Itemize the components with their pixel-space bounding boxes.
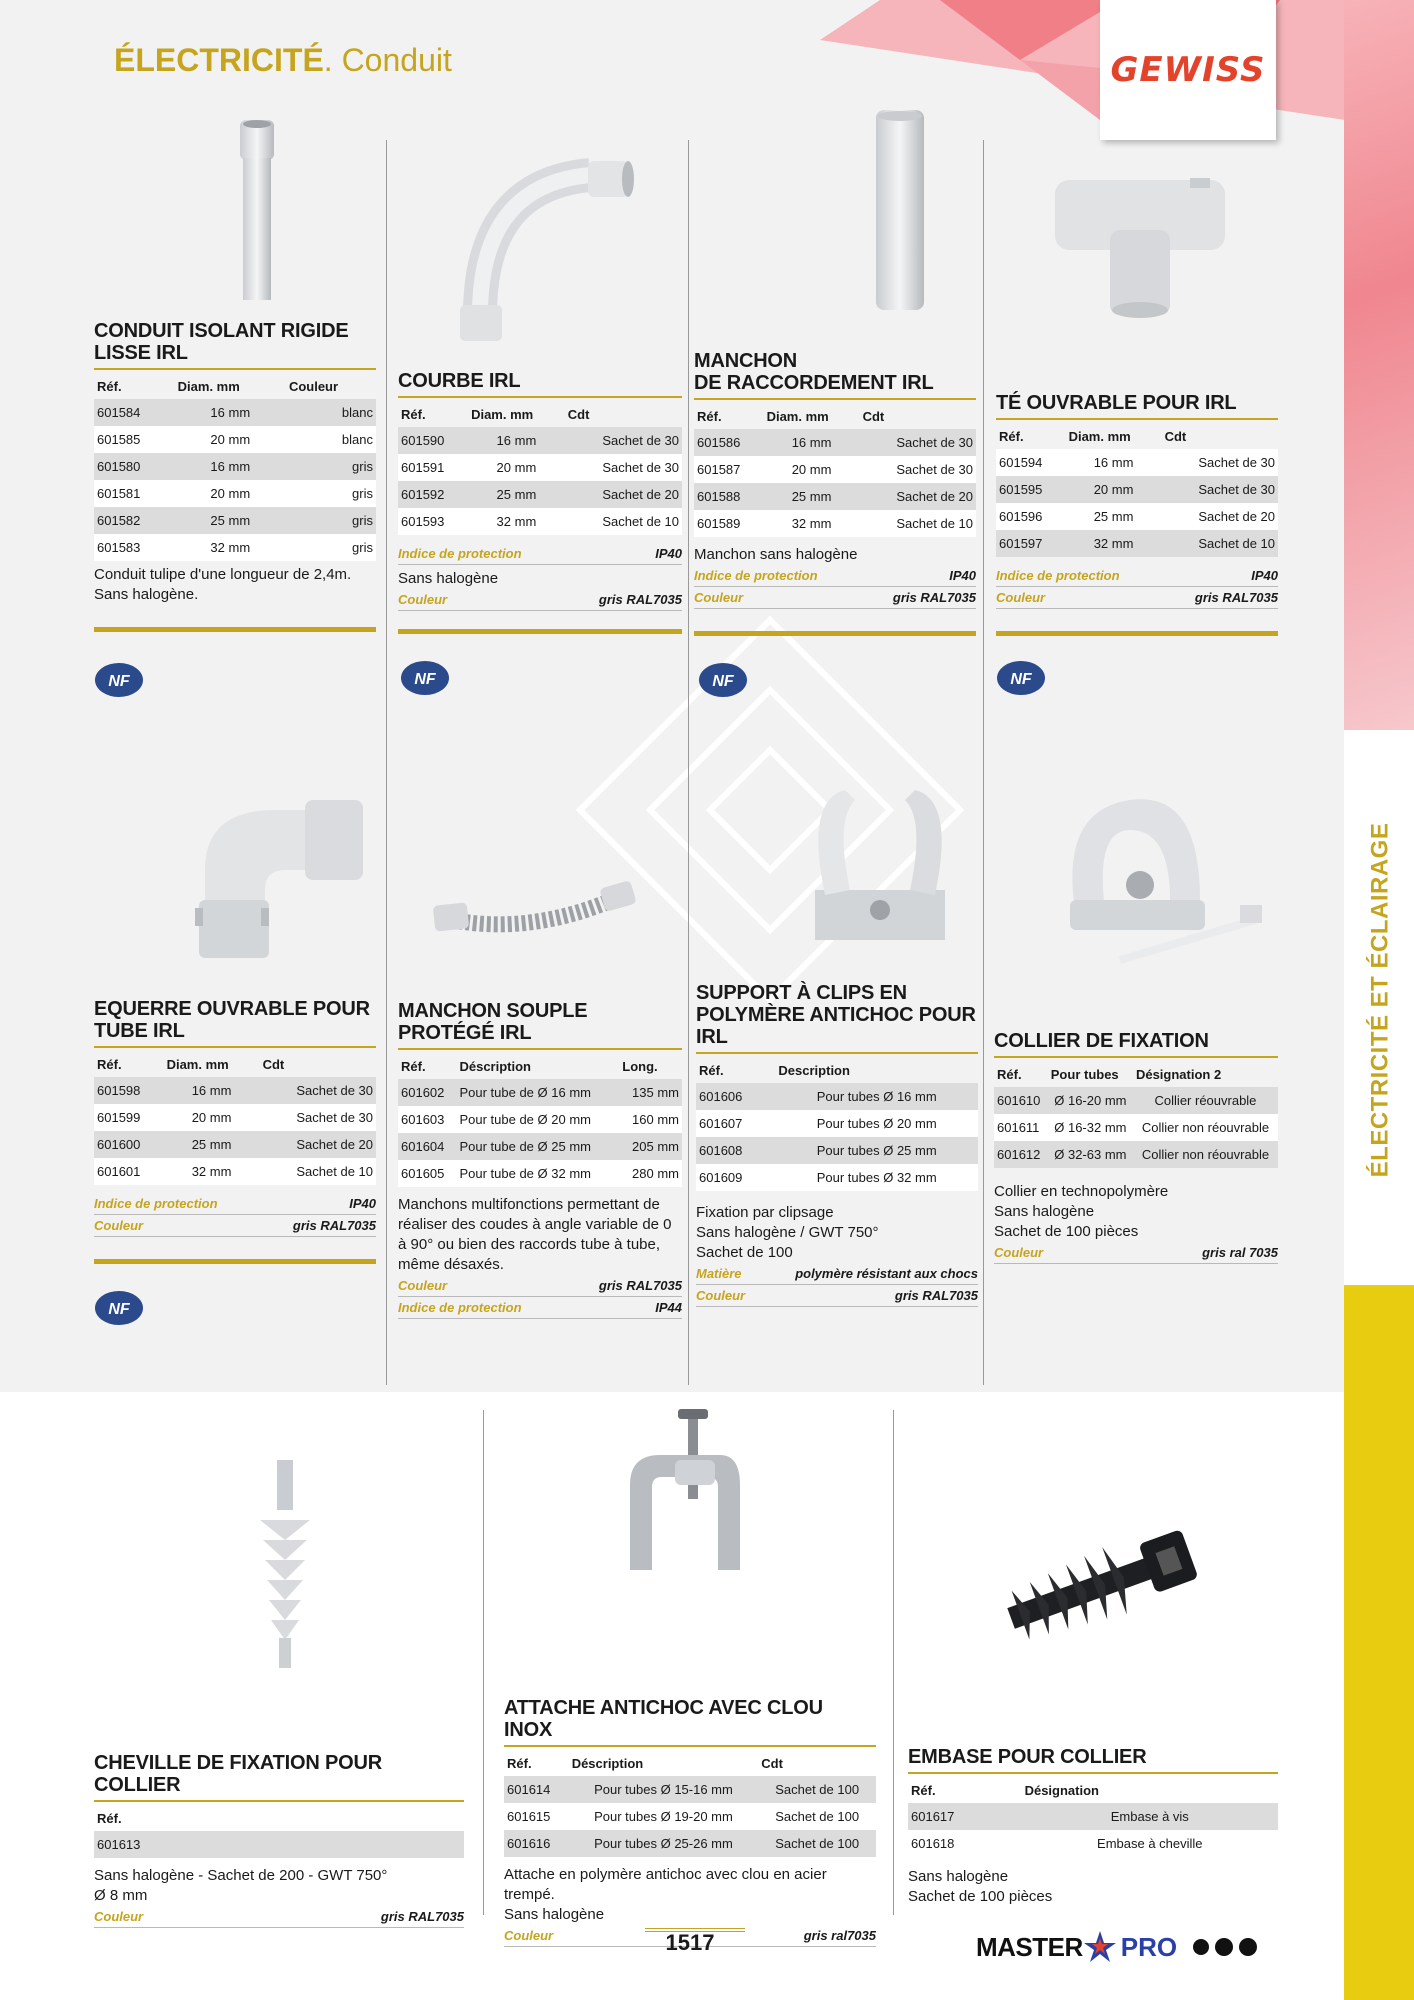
col-header: Diam. mm [177,379,240,394]
product-conduit-isolant [94,320,376,632]
equerre-ouvrable-image [195,790,365,960]
col-header: Réf. [401,1059,426,1074]
table-row: 601585 20 mm blanc [94,426,376,453]
table-row: 601598 16 mm Sachet de 30 [94,1077,376,1104]
conduit-tube-image [232,120,282,300]
svg-text:NF: NF [414,671,436,688]
table-row: 601607 Pour tubes Ø 20 mm [696,1110,978,1137]
product-title: EQUERRE OUVRABLE POUR TUBE IRL [94,998,376,1048]
product-table [696,1058,978,1191]
svg-text:NF: NF [712,673,734,690]
table-row: 601616 Pour tubes Ø 25-26 mm Sachet de 100 [504,1830,876,1857]
table-row: 601601 32 mm Sachet de 10 [94,1158,376,1185]
table-row: 601596 25 mm Sachet de 20 [996,503,1278,530]
product-title: CONDUIT ISOLANT RIGIDE LISSE IRL [94,320,376,370]
column-divider [483,1410,484,1915]
product-table [908,1778,1278,1857]
product-support-clips [696,982,978,1307]
te-ouvrable-image [1050,170,1230,320]
spec-row: Couleur gris ral 7035 [994,1242,1278,1264]
nf-certification-icon [698,662,748,698]
page-title-main: ÉLECTRICITÉ [114,42,324,78]
table-row: 601608 Pour tubes Ø 25 mm [696,1137,978,1164]
table-row: 601615 Pour tubes Ø 19-20 mm Sachet de 100 [504,1803,876,1830]
product-table [398,1054,682,1187]
side-title-text: ÉLECTRICITÉ ET ÉCLAIRAGE [1366,822,1393,1178]
product-title: CHEVILLE DE FIXATION POUR COLLIER [94,1752,464,1802]
product-description: Fixation par clipsage Sans halogène / GWT 750° Sachet de 100 [696,1204,879,1261]
product-table [504,1751,876,1857]
col-header: Réf. [401,407,426,422]
col-header: Diam. mm [1068,429,1131,444]
product-attache-antichoc [504,1697,876,1947]
table-row: 601602 Pour tube de Ø 16 mm 135 mm [398,1079,682,1106]
table-row: 601581 20 mm gris [94,480,376,507]
svg-text:NF: NF [108,1301,130,1318]
table-row: 601590 16 mm Sachet de 30 [398,427,682,454]
product-equerre-ouvrable [94,998,376,1264]
embase-collier-image [995,1530,1205,1640]
page-title [114,42,452,79]
spec-row: Couleur gris RAL7035 [398,1275,682,1297]
product-description: Sans halogène - Sachet de 200 - GWT 750° Ø 8 mm [94,1867,388,1904]
table-row: 601611 Ø 16-32 mm Collier non réouvrable [994,1114,1278,1141]
col-header: Couleur [288,379,339,394]
nf-certification-icon [94,1290,144,1326]
col-header: Réf. [697,409,722,424]
product-title: COLLIER DE FIXATION [994,1030,1278,1058]
table-row: 601588 25 mm Sachet de 20 [694,483,976,510]
svg-text:NF: NF [108,673,130,690]
manchon-souple-image [432,880,637,940]
manchon-raccordement-image [874,110,926,310]
table-row: 601595 20 mm Sachet de 30 [996,476,1278,503]
spec-row: Indice de protection IP40 [694,565,976,587]
product-table [94,1806,464,1858]
col-header: Long. [622,1059,658,1074]
spec-row: Indice de protection IP40 [996,565,1278,587]
table-row: 601594 16 mm Sachet de 30 [996,449,1278,476]
col-header: Réf. [699,1063,724,1078]
product-description: Manchon sans halogène [694,546,858,563]
col-header: Cdt [567,407,590,422]
product-title: TÉ OUVRABLE POUR IRL [996,392,1278,420]
table-row: 601584 16 mm blanc [94,399,376,426]
logo-pro-text: PRO [1120,1931,1178,1962]
section-divider [996,631,1278,636]
product-table [398,402,682,535]
col-header: Réf. [97,1057,122,1072]
col-header: Désignation [1024,1783,1099,1798]
spec-row: Indice de protection IP40 [94,1193,376,1215]
col-header: Réf. [911,1783,936,1798]
dots-decoration-icon [1191,1936,1261,1958]
table-row: 601600 25 mm Sachet de 20 [94,1131,376,1158]
table-row: 601606 Pour tubes Ø 16 mm [696,1083,978,1110]
col-header: Description [778,1063,850,1078]
product-table [94,374,376,561]
star-logo-icon [1083,1930,1117,1964]
table-row: 601617 Embase à vis [908,1803,1278,1830]
section-divider [398,629,682,634]
table-row: 601589 32 mm Sachet de 10 [694,510,976,537]
product-manchon-souple [398,1000,682,1319]
gewiss-logo [1100,0,1276,140]
collier-fixation-image [1060,790,1265,965]
product-manchon-raccordement [694,350,976,636]
product-cheville-fixation [94,1752,464,1928]
svg-text:NF: NF [1010,671,1032,688]
table-row: 601593 32 mm Sachet de 10 [398,508,682,535]
product-description: Manchons multifonctions permettant de réaliser des coudes à angle variable de 0 à 90° ou bien des raccords tube à tube, même désaxés. [398,1196,672,1273]
support-clip-image [795,780,965,940]
table-row: 601599 20 mm Sachet de 30 [94,1104,376,1131]
product-title: ATTACHE ANTICHOC AVEC CLOU INOX [504,1697,876,1747]
attache-clou-image [620,1405,750,1585]
page-number: 1517 [665,1930,715,1955]
spec-row: Couleur gris RAL7035 [94,1215,376,1237]
col-header: Déscription [459,1059,531,1074]
product-description: Collier en technopolymère Sans halogène Sachet de 100 pièces [994,1183,1169,1240]
table-row: 601604 Pour tube de Ø 25 mm 205 mm [398,1133,682,1160]
spec-row: Indice de protection IP40 [398,543,682,565]
spec-row: Indice de protection IP44 [398,1297,682,1319]
product-table [996,424,1278,557]
product-title: MANCHON SOUPLE PROTÉGÉ IRL [398,1000,682,1050]
product-collier-fixation [994,1030,1278,1264]
side-section-title [1360,790,1400,1210]
spec-row: Couleur gris RAL7035 [398,589,682,611]
col-header: Pour tubes [1050,1067,1119,1082]
product-table [94,1052,376,1185]
col-header: Cdt [1164,429,1187,444]
col-header: Diam. mm [471,407,534,422]
col-header: Déscription [571,1756,644,1771]
cheville-fixation-image [255,1460,315,1670]
table-row: 601592 25 mm Sachet de 20 [398,481,682,508]
strip-yellow-section [1344,1285,1414,2000]
col-header: Cdt [262,1057,285,1072]
table-row: 601587 20 mm Sachet de 30 [694,456,976,483]
spec-row: Couleur gris ral7035 [504,1925,876,1947]
spec-row: Couleur gris RAL7035 [696,1285,978,1307]
column-divider [688,140,689,1385]
product-title: SUPPORT À CLIPS EN POLYMÈRE ANTICHOC POUR IRL [696,982,978,1054]
product-description: Sans halogène [398,570,499,587]
col-header: Désignation 2 [1135,1067,1222,1082]
table-row: 601613 [94,1831,464,1858]
product-te-ouvrable [996,392,1278,636]
table-row: 601583 32 mm gris [94,534,376,561]
table-row: 601591 20 mm Sachet de 30 [398,454,682,481]
table-row: 601618 Embase à cheville [908,1830,1278,1857]
section-divider [694,631,976,636]
nf-certification-icon [94,662,144,698]
table-row: 601609 Pour tubes Ø 32 mm [696,1164,978,1191]
product-description: Conduit tulipe d'une longueur de 2,4m. Sans halogène. [94,566,352,603]
col-header: Réf. [97,1811,122,1826]
col-header: Cdt [761,1756,783,1771]
gewiss-logo-text: GEWISS [1110,50,1266,90]
table-row: 601580 16 mm gris [94,453,376,480]
courbe-irl-image [440,155,640,345]
logo-master-text: MASTER [976,1931,1083,1962]
col-header: Réf. [507,1756,532,1771]
col-header: Réf. [999,429,1024,444]
section-divider [94,627,376,632]
product-embase-collier [908,1746,1278,1907]
table-row: 601603 Pour tube de Ø 20 mm 160 mm [398,1106,682,1133]
product-description: Attache en polymère antichoc avec clou en acier trempé. Sans halogène [504,1866,827,1923]
col-header: Réf. [997,1067,1022,1082]
product-title: COURBE IRL [398,370,682,398]
product-description: Sans halogène Sachet de 100 pièces [908,1868,1053,1905]
nf-certification-icon [996,660,1046,696]
nf-certification-icon [400,660,450,696]
col-header: Cdt [862,409,885,424]
spec-row: Matière polymère résistant aux chocs [696,1263,978,1285]
spec-row: Couleur gris RAL7035 [996,587,1278,609]
table-row: 601610 Ø 16-20 mm Collier réouvrable [994,1087,1278,1114]
spec-row: Couleur gris RAL7035 [694,587,976,609]
section-divider [94,1259,376,1264]
column-divider [893,1410,894,1915]
col-header: Diam. mm [766,409,829,424]
product-table [694,404,976,537]
page-title-sub: . Conduit [323,42,452,78]
table-row: 601612 Ø 32-63 mm Collier non réouvrable [994,1141,1278,1168]
table-row: 601614 Pour tubes Ø 15-16 mm Sachet de 100 [504,1776,876,1803]
table-row: 601597 32 mm Sachet de 10 [996,530,1278,557]
masterpro-logo [976,1930,1261,1964]
strip-pink-section [1344,0,1414,730]
col-header: Diam. mm [166,1057,229,1072]
product-title: EMBASE POUR COLLIER [908,1746,1278,1774]
col-header: Réf. [97,379,122,394]
spec-row: Couleur gris RAL7035 [94,1906,464,1928]
product-table [994,1062,1278,1168]
table-row: 601586 16 mm Sachet de 30 [694,429,976,456]
product-title: MANCHON DE RACCORDEMENT IRL [694,350,976,400]
table-row: 601605 Pour tube de Ø 32 mm 280 mm [398,1160,682,1187]
column-divider [386,140,387,1385]
column-divider [983,140,984,1385]
product-courbe-irl [398,370,682,634]
table-row: 601582 25 mm gris [94,507,376,534]
